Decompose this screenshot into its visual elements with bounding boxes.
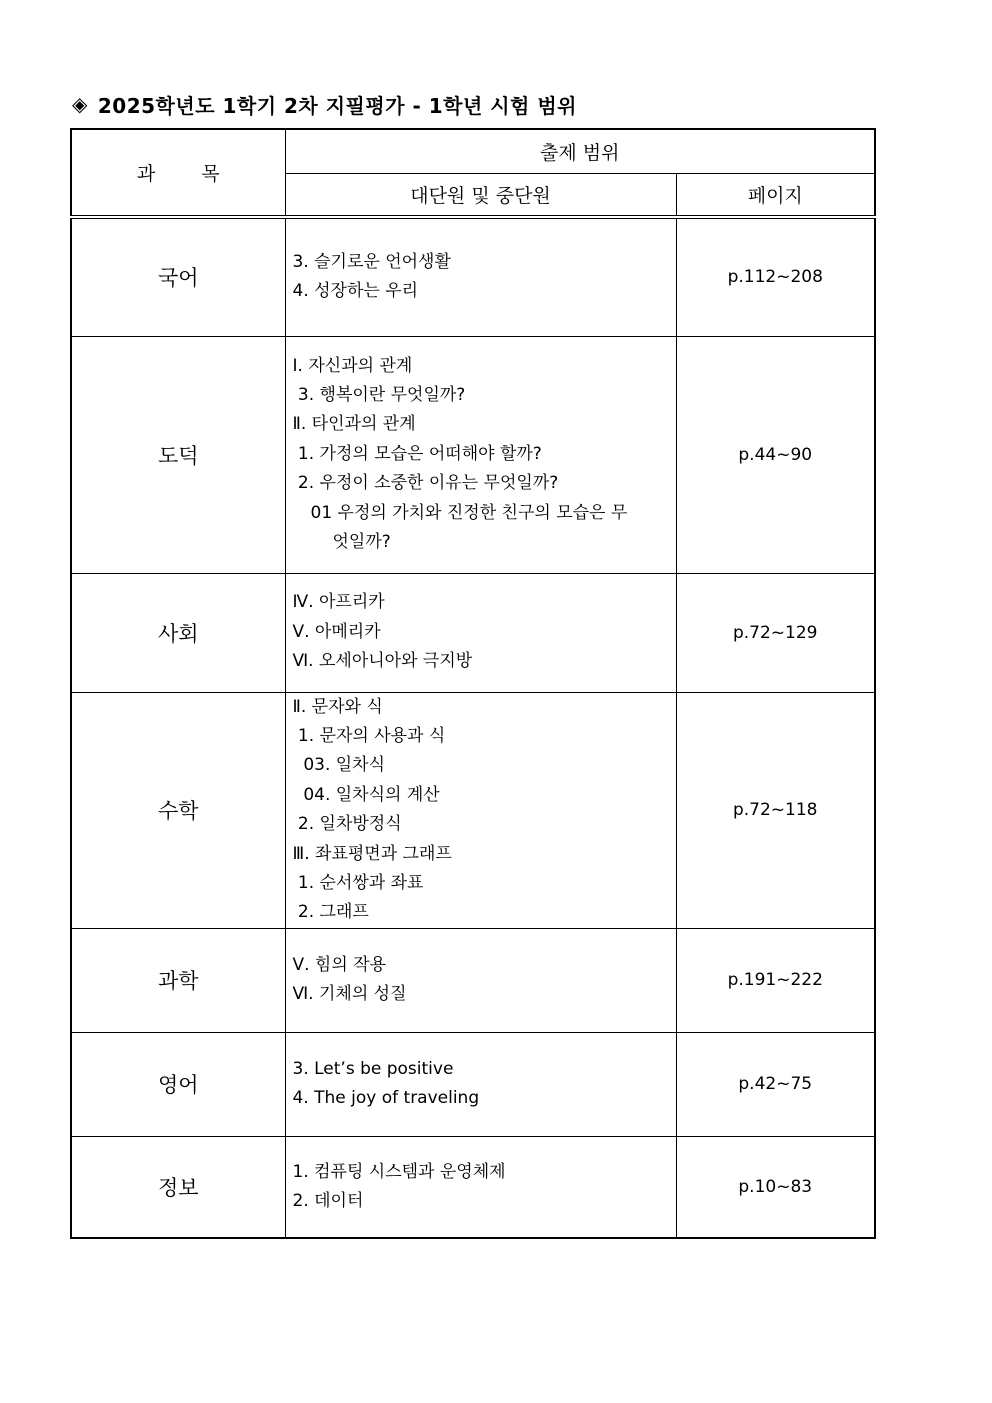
units-cell	[285, 928, 676, 1032]
header-pages: 페이지	[676, 174, 875, 218]
header-range: 출제 범위	[285, 129, 875, 174]
subject-cell: 영어	[71, 1032, 285, 1136]
unit-line: 4. 성장하는 우리	[292, 281, 419, 302]
unit-line: 2. 일차방정식	[292, 814, 402, 835]
table-row	[71, 336, 875, 573]
unit-line: Ⅴ. 힘의 작용	[292, 954, 387, 975]
unit-line: Ⅵ. 기체의 성질	[292, 984, 407, 1005]
unit-line: 01 우정의 가치와 진정한 친구의 모습은 무	[310, 502, 628, 523]
units-cell	[285, 1032, 676, 1136]
pages-cell: p.10~83	[676, 1136, 875, 1238]
unit-line: 엇일까?	[332, 532, 391, 553]
pages-cell: p.72~129	[676, 573, 875, 692]
pages-cell: p.44~90	[676, 336, 875, 573]
subject-cell: 정보	[71, 1136, 285, 1238]
unit-line: Ⅵ. 오세아니아와 극지방	[292, 651, 473, 672]
unit-line: Ⅲ. 좌표평면과 그래프	[292, 843, 452, 864]
units-cell	[285, 573, 676, 692]
table-row	[71, 1136, 875, 1238]
unit-line: 2. 데이터	[292, 1191, 364, 1211]
unit-line: Ⅴ. 아메리카	[292, 621, 381, 642]
unit-line: 03. 일차식	[292, 755, 386, 776]
header-units: 대단원 및 중단원	[285, 174, 676, 218]
unit-line: 3. Let’s be positive	[292, 1058, 454, 1079]
header-subject: 과 목	[71, 129, 285, 217]
unit-line: 2. 그래프	[292, 902, 369, 923]
units-cell	[285, 1136, 676, 1238]
unit-line: 1. 문자의 사용과 식	[292, 725, 446, 746]
unit-line: Ⅱ. 타인과의 관계	[292, 414, 416, 435]
exam-range-table	[70, 128, 876, 1239]
unit-line: 4. The joy of traveling	[292, 1088, 480, 1109]
unit-line: Ⅰ. 자신과의 관계	[292, 355, 413, 376]
units-cell	[285, 692, 676, 928]
units-cell	[285, 336, 676, 573]
page-title-text: 2025학년도 1학기 2차 지필평가 - 1학년 시험 범위	[97, 93, 577, 118]
unit-line: 1. 순서쌍과 좌표	[292, 872, 424, 893]
subject-cell: 사회	[71, 573, 285, 692]
page-title	[72, 88, 577, 120]
subject-cell: 도덕	[71, 336, 285, 573]
diamond-icon: ◈	[72, 92, 88, 116]
unit-line: 04. 일차식의 계산	[292, 784, 440, 805]
pages-cell: p.42~75	[676, 1032, 875, 1136]
subject-cell: 국어	[71, 217, 285, 336]
table-row	[71, 928, 875, 1032]
unit-line: 2. 우정이 소중한 이유는 무엇일까?	[292, 473, 559, 494]
unit-line: Ⅱ. 문자와 식	[292, 696, 383, 717]
table-row	[71, 692, 875, 928]
unit-line: 3. 슬기로운 언어생활	[292, 251, 451, 272]
table-row	[71, 1032, 875, 1136]
unit-line: 1. 가정의 모습은 어떠해야 할까?	[292, 443, 542, 464]
pages-cell: p.191~222	[676, 928, 875, 1032]
table-row	[71, 217, 875, 336]
subject-cell: 과학	[71, 928, 285, 1032]
table-row	[71, 573, 875, 692]
subject-cell: 수학	[71, 692, 285, 928]
units-cell	[285, 217, 676, 336]
unit-line: Ⅳ. 아프리카	[292, 592, 385, 613]
pages-cell: p.72~118	[676, 692, 875, 928]
pages-cell: p.112~208	[676, 217, 875, 336]
unit-line: 1. 컴퓨팅 시스템과 운영체제	[292, 1161, 506, 1182]
unit-line: 3. 행복이란 무엇일까?	[292, 384, 466, 405]
